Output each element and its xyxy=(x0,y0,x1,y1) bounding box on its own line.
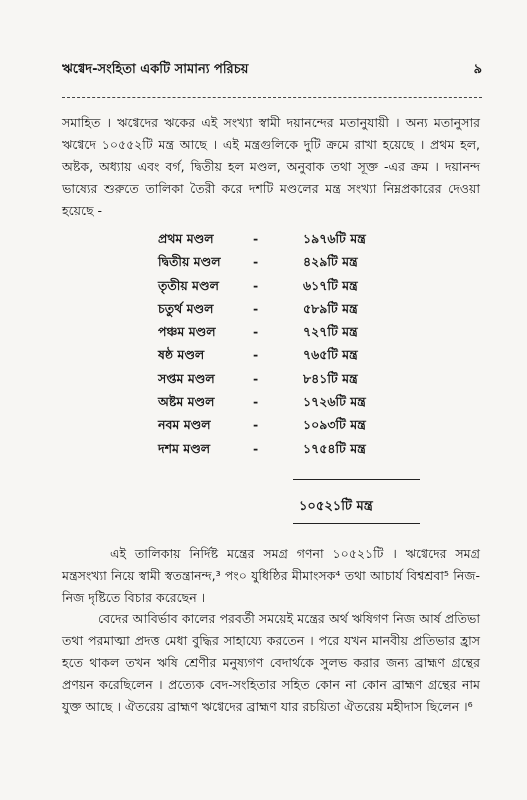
table-row xyxy=(158,254,428,277)
header-divider xyxy=(62,97,482,98)
mantra-count: ৪২৯টি মন্ত্র xyxy=(303,254,358,270)
mantra-count: ১৭২৬টি মন্ত্র xyxy=(303,394,366,410)
mantra-count: ১৯৭৬টি মন্ত্র xyxy=(303,231,366,246)
row-dash: - xyxy=(253,324,259,340)
mantra-count: ৫৮৯টি মন্ত্র xyxy=(303,300,358,316)
total-top-rule xyxy=(293,479,420,480)
table-row xyxy=(158,417,428,440)
table-row xyxy=(158,324,428,347)
mandala-name: প্রথম মণ্ডল xyxy=(158,231,214,246)
mandala-name: দ্বিতীয় মণ্ডল xyxy=(158,254,221,270)
mandala-name: পঞ্চম মণ্ডল xyxy=(158,324,216,340)
row-dash: - xyxy=(253,417,259,433)
row-dash: - xyxy=(253,300,259,316)
mandala-name: ষষ্ঠ মণ্ডল xyxy=(158,347,205,363)
mandala-name: চতুর্থ মণ্ডল xyxy=(158,300,214,316)
page-number: ৯ xyxy=(473,62,482,77)
mandala-name: তৃতীয় মণ্ডল xyxy=(158,277,219,293)
mantra-count: ৭৬৫টি মন্ত্র xyxy=(303,347,358,363)
mantra-count: ৭২৭টি মন্ত্র xyxy=(303,324,358,340)
mantra-count: ৬১৭টি মন্ত্র xyxy=(303,277,358,293)
table-row xyxy=(158,394,428,417)
mandala-name: অষ্টম মণ্ডল xyxy=(158,394,215,410)
row-dash: - xyxy=(253,394,259,410)
table-row xyxy=(158,371,428,394)
row-dash: - xyxy=(253,231,259,246)
table-row xyxy=(158,231,428,254)
mandala-name: দশম মণ্ডল xyxy=(158,440,211,456)
mantra-count: ১৭৫৪টি মন্ত্র xyxy=(303,440,366,456)
row-dash: - xyxy=(253,370,259,386)
table-row xyxy=(158,441,428,464)
running-header xyxy=(62,60,482,81)
row-dash: - xyxy=(253,277,259,293)
header-title: ঋগ্বেদ-সংহিতা একটি সামান্য পরিচয় xyxy=(62,62,249,77)
table-row xyxy=(158,301,428,324)
row-dash: - xyxy=(253,347,259,363)
intro-paragraph: সমাহিত । ঋগ্বেদের ঋকের এই সংখ্যা স্বামী দয়ানন্দের মতানুযায়ী । অন্য মতানুসার ঋগ্বেদে ১০৫৫২টি মন্ত্র আছে । এই মন্ত্রগুলিকে দুটি ক্রমে রাখা হয়েছে । প্রথম হল, অষ্টক, অধ্যায় এবং বর্গ, দ্বিতীয় হল মণ্ডল, অনুবাক তথা সূক্ত -এর ক্রম । দয়ানন্দ ভাষ্যের শুরুতে তালিকা তৈরী করে দশটি মণ্ডলের মন্ত্র সংখ্যা নিম্নপ্রকারের দেওয়া হয়েছে - xyxy=(62,115,480,218)
mandala-name: সপ্তম মণ্ডল xyxy=(158,370,215,386)
paragraph-count-discussion: এই তালিকায় নির্দিষ্ট মন্ত্রের সমগ্র গণনা ১০৫২১টি । ঋগ্বেদের সমগ্র মন্ত্রসংখ্যা নিয়ে স্বামী স্বতন্ত্রানন্দ,³ পং০ যুধিষ্ঠির মীমাংসক⁴ তথা আচার্য বিশ্বশ্রবা⁵ নিজ-নিজ দৃষ্টিতে বিচার করেছেন । xyxy=(62,546,480,605)
total-bottom-rule xyxy=(293,523,420,524)
table-row xyxy=(158,278,428,301)
row-dash: - xyxy=(253,254,259,270)
mandala-name: নবম মণ্ডল xyxy=(158,417,211,433)
mantra-total: ১০৫২১টি মন্ত্র xyxy=(299,499,373,514)
mandala-table xyxy=(158,231,428,464)
table-row xyxy=(158,347,428,370)
mantra-count: ৮৪১টি মন্ত্র xyxy=(303,370,358,386)
paragraph-brahmana: বেদের আবির্ভাব কালের পরবর্তী সময়েই মন্ত্রের অর্থ ঋষিগণ নিজ আর্ষ প্রতিভা তথা পরমাত্মা প্রদত্ত মেধা বুদ্ধির সাহায্যে করতেন । পরে যখন মানবীয় প্রতিভার হ্রাস হতে থাকল তখন ঋষি শ্রেণীর মনুষ্যগণ বেদার্থকে সুলভ করার জন্য ব্রাহ্মণ গ্রন্থের প্রণয়ন করেছিলেন । প্রত্যেক বেদ-সংহিতার সহিত কোন না কোন ব্রাহ্মণ গ্রন্থের নাম যুক্ত আছে । ঐতরেয় ব্রাহ্মণ ঋগ্বেদের ব্রাহ্মণ যার রচয়িতা ঐতরেয় মহীদাস ছিলেন ।⁶ xyxy=(62,611,480,714)
mantra-count: ১০৯৩টি মন্ত্র xyxy=(303,417,366,433)
row-dash: - xyxy=(253,440,259,456)
